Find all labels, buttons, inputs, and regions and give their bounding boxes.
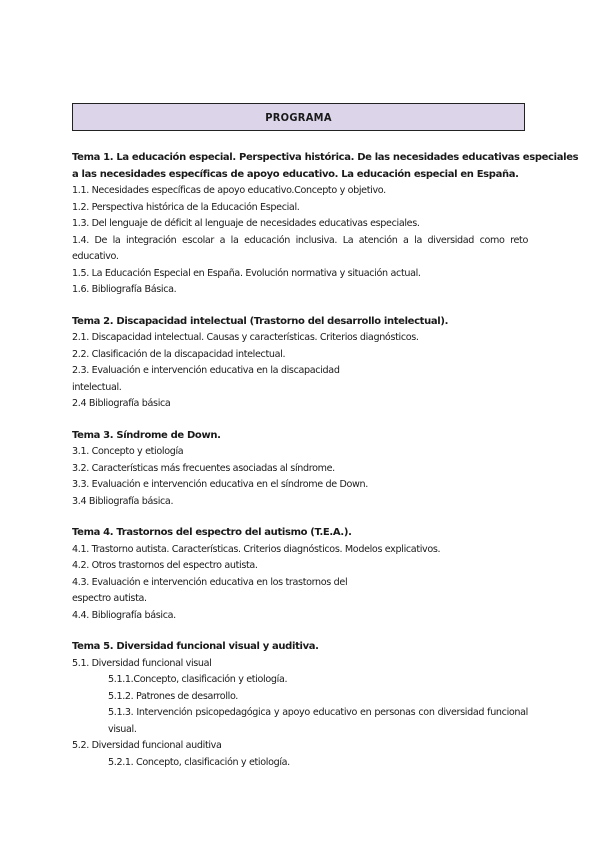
tema-3-title: Tema 3. Síndrome de Down. bbox=[72, 429, 221, 441]
tema-1-title-line-1: Tema 1. La educación especial. Perspectiva histórica. De las necesidades educativas especiales bbox=[72, 152, 579, 163]
tema-5-item: 5.1. Diversidad funcional visual bbox=[72, 657, 212, 669]
tema-2-item: 2.1. Discapacidad intelectual. Causas y características. Criterios diagnósticos. bbox=[72, 332, 419, 343]
tema-1-item: 1.5. La Educación Especial en España. Evolución normativa y situación actual. bbox=[72, 267, 421, 279]
tema-1-title-line-2: a las necesidades específicas de apoyo educativo. La educación especial en España. bbox=[72, 168, 519, 180]
tema-4-section bbox=[72, 525, 528, 624]
tema-3-item: 3.3. Evaluación e intervención educativa en el síndrome de Down. bbox=[72, 479, 368, 490]
tema-5-subitem: 5.1.2. Patrones de desarrollo. bbox=[108, 690, 239, 702]
tema-5-section bbox=[72, 639, 528, 771]
tema-4-item: 4.2. Otros trastornos del espectro autista. bbox=[72, 560, 258, 571]
tema-4-title: Tema 4. Trastornos del espectro del autismo (T.E.A.). bbox=[72, 527, 352, 538]
document-content bbox=[72, 150, 579, 786]
banner-label: PROGRAMA bbox=[265, 110, 332, 124]
tema-1-item: 1.4. De la integración escolar a la educación inclusiva. La atención a la diversidad como reto educativo. bbox=[72, 234, 528, 262]
tema-5-subitem: 5.1.1.Concepto, clasificación y etiología. bbox=[108, 674, 288, 685]
tema-5-item: 5.2. Diversidad funcional auditiva bbox=[72, 740, 222, 751]
tema-3-section bbox=[72, 428, 528, 511]
tema-1-section bbox=[72, 150, 579, 299]
tema-4-item: 4.4. Bibliografía básica. bbox=[72, 609, 176, 621]
programa-banner bbox=[72, 103, 525, 131]
tema-1-item: 1.6. Bibliografía Básica. bbox=[72, 284, 177, 295]
tema-3-item: 3.4 Bibliografía básica. bbox=[72, 495, 174, 507]
tema-1-item: 1.2. Perspectiva histórica de la Educación Especial. bbox=[72, 201, 300, 213]
tema-2-section bbox=[72, 314, 528, 413]
tema-4-item: 4.1. Trastorno autista. Características. Criterios diagnósticos. Modelos explicativos. bbox=[72, 543, 441, 555]
tema-4-item: 4.3. Evaluación e intervención educativa en los trastornos del bbox=[72, 576, 348, 588]
tema-2-item: 2.4 Bibliografía básica bbox=[72, 398, 171, 409]
tema-5-subitem: 5.2.1. Concepto, clasificación y etiología. bbox=[108, 756, 290, 768]
tema-2-item: intelectual. bbox=[72, 381, 122, 393]
tema-4-item: espectro autista. bbox=[72, 593, 147, 604]
tema-2-item: 2.2. Clasificación de la discapacidad intelectual. bbox=[72, 348, 286, 360]
tema-5-title: Tema 5. Diversidad funcional visual y auditiva. bbox=[72, 641, 319, 652]
tema-3-item: 3.1. Concepto y etiología bbox=[72, 446, 184, 457]
tema-3-item: 3.2. Características más frecuentes asociadas al síndrome. bbox=[72, 462, 335, 474]
tema-5-subitem: 5.1.3. Intervención psicopedagógica y apoyo educativo en personas con diversidad funcional visual. bbox=[108, 707, 528, 735]
tema-1-item: 1.1. Necesidades específicas de apoyo educativo.Concepto y objetivo. bbox=[72, 185, 386, 196]
tema-2-title: Tema 2. Discapacidad intelectual (Trastorno del desarrollo intelectual). bbox=[72, 315, 449, 327]
tema-1-item: 1.3. Del lenguaje de déficit al lenguaje de necesidades educativas especiales. bbox=[72, 218, 420, 229]
tema-2-item: 2.3. Evaluación e intervención educativa en la discapacidad bbox=[72, 365, 340, 376]
